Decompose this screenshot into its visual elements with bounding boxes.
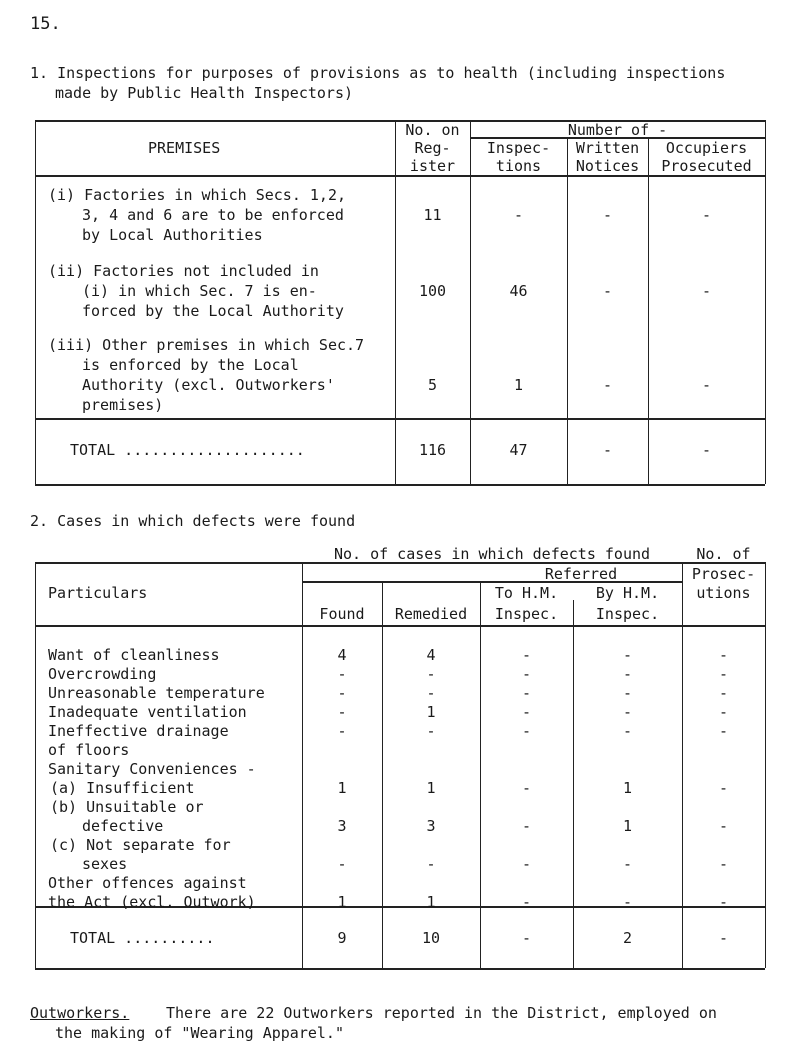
found-cell: - — [337, 722, 347, 740]
by-hm-cell: - — [622, 646, 633, 664]
by-hm-cell: - — [622, 855, 633, 873]
register-cell: 5 — [427, 376, 438, 394]
remedied-cell: 3 — [426, 817, 436, 835]
inspections-cell: 46 — [509, 282, 528, 300]
row-label-cont: sexes — [82, 855, 128, 873]
total-prosecutions: - — [718, 929, 729, 947]
found-cell: - — [337, 665, 347, 683]
by-hm-inspec-header-line2: Inspec. — [595, 605, 660, 623]
remedied-cell: - — [426, 855, 436, 873]
notices-cell: - — [602, 376, 613, 394]
row-label: premises) — [82, 396, 164, 414]
outworkers-text: There are 22 Outworkers reported in the District, employed on — [166, 1004, 717, 1022]
occupiers-prosecuted-header-line2: Prosecuted — [661, 157, 752, 175]
by-hm-cell: - — [622, 703, 633, 721]
by-hm-cell: - — [622, 893, 633, 911]
notices-cell: - — [602, 206, 613, 224]
row-label: Inadequate ventilation — [48, 703, 247, 721]
register-cell: 100 — [418, 282, 447, 300]
to-hm-cell: - — [521, 722, 532, 740]
found-cell: 1 — [337, 893, 347, 911]
row-label: Other offences against — [48, 874, 247, 892]
inspections-header-line2: tions — [495, 157, 542, 175]
to-hm-cell: - — [521, 665, 532, 683]
remedied-header: Remedied — [394, 605, 468, 623]
prosecuted-cell: - — [701, 282, 712, 300]
remedied-cell: - — [426, 684, 436, 702]
to-hm-cell: - — [521, 855, 532, 873]
total-found: 9 — [337, 929, 347, 947]
inspections-cell: 1 — [513, 376, 524, 394]
no-on-register-header-line2: Reg- — [414, 139, 451, 157]
row-label: (b) Unsuitable or — [50, 798, 204, 816]
particulars-header: Particulars — [48, 584, 148, 602]
to-hm-cell: - — [521, 684, 532, 702]
row-label-cont: of floors — [48, 741, 130, 759]
outworkers-text-cont: the making of "Wearing Apparel." — [55, 1024, 344, 1042]
number-of-header: Number of - — [567, 121, 668, 139]
no-on-register-header: No. on — [405, 121, 460, 139]
register-cell: 11 — [423, 206, 442, 224]
prosecutions-header-line3: utions — [696, 584, 751, 602]
row-label-cont: defective — [82, 817, 164, 835]
row-label: forced by the Local Authority — [82, 302, 344, 320]
referred-header: Referred — [544, 565, 618, 583]
to-hm-inspec-header: To H.M. — [494, 584, 559, 602]
row-label: (iii) Other premises in which Sec.7 — [48, 336, 365, 354]
row-label: Unreasonable temperature — [48, 684, 265, 702]
outworkers-label: Outworkers. — [30, 1004, 130, 1022]
prosecutions-cell: - — [718, 817, 729, 835]
section2-heading: 2. Cases in which defects were found — [30, 512, 356, 530]
prosecutions-cell: - — [718, 893, 729, 911]
by-hm-cell: 1 — [622, 817, 633, 835]
row-label: 3, 4 and 6 are to be enforced — [82, 206, 344, 224]
remedied-cell: 1 — [426, 893, 436, 911]
total-label: TOTAL .......... — [70, 929, 215, 947]
written-notices-header-line2: Notices — [575, 157, 640, 175]
row-label: (ii) Factories not included in — [48, 262, 319, 280]
prosecutions-cell: - — [718, 703, 729, 721]
remedied-cell: 4 — [426, 646, 436, 664]
remedied-cell: - — [426, 722, 436, 740]
row-label: Sanitary Conveniences - — [48, 760, 256, 778]
found-cell: 3 — [337, 817, 347, 835]
found-cell: - — [337, 855, 347, 873]
row-label: Want of cleanliness — [48, 646, 220, 664]
found-header: Found — [319, 605, 365, 623]
prosecutions-cell: - — [718, 684, 729, 702]
total-remedied: 10 — [421, 929, 441, 947]
remedied-cell: 1 — [426, 779, 436, 797]
row-label: (i) in which Sec. 7 is en- — [82, 282, 317, 300]
total-to-hm: - — [521, 929, 532, 947]
to-hm-cell: - — [521, 893, 532, 911]
premises-header: PREMISES — [148, 139, 221, 157]
by-hm-cell: - — [622, 665, 633, 683]
row-label: (c) Not separate for — [50, 836, 231, 854]
by-hm-inspec-header: By H.M. — [595, 584, 660, 602]
to-hm-cell: - — [521, 703, 532, 721]
remedied-cell: 1 — [426, 703, 436, 721]
to-hm-cell: - — [521, 779, 532, 797]
inspections-cell: - — [513, 206, 524, 224]
total-inspections: 47 — [509, 441, 528, 459]
no-on-register-header-line3: ister — [409, 157, 456, 175]
prosecutions-cell: - — [718, 779, 729, 797]
total-label: TOTAL .................... — [70, 441, 305, 459]
no-of-cases-header: No. of cases in which defects found — [333, 545, 651, 563]
found-cell: 4 — [337, 646, 347, 664]
section1-heading: 1. Inspections for purposes of provisions as to health (including inspections — [30, 64, 726, 82]
row-label-cont: the Act (excl. Outwork) — [48, 893, 256, 911]
to-hm-cell: - — [521, 646, 532, 664]
prosecutions-header: No. of — [696, 545, 751, 563]
row-label: Overcrowding — [48, 665, 157, 683]
prosecuted-cell: - — [701, 376, 712, 394]
prosecutions-cell: - — [718, 722, 729, 740]
page-number: 15. — [30, 14, 61, 34]
prosecutions-cell: - — [718, 665, 729, 683]
found-cell: - — [337, 684, 347, 702]
row-label: is enforced by the Local — [82, 356, 299, 374]
prosecutions-cell: - — [718, 855, 729, 873]
written-notices-header: Written — [575, 139, 640, 157]
row-label: (i) Factories in which Secs. 1,2, — [48, 186, 347, 204]
remedied-cell: - — [426, 665, 436, 683]
total-notices: - — [602, 441, 613, 459]
found-cell: 1 — [337, 779, 347, 797]
by-hm-cell: - — [622, 722, 633, 740]
prosecuted-cell: - — [701, 206, 712, 224]
notices-cell: - — [602, 282, 613, 300]
row-label: by Local Authorities — [82, 226, 263, 244]
prosecutions-cell: - — [718, 646, 729, 664]
inspections-header: Inspec- — [486, 139, 551, 157]
row-label: Authority (excl. Outworkers' — [82, 376, 335, 394]
total-by-hm: 2 — [622, 929, 633, 947]
to-hm-inspec-header-line2: Inspec. — [494, 605, 559, 623]
found-cell: - — [337, 703, 347, 721]
by-hm-cell: - — [622, 684, 633, 702]
section1-heading-cont: made by Public Health Inspectors) — [55, 84, 354, 102]
by-hm-cell: 1 — [622, 779, 633, 797]
total-register: 116 — [418, 441, 447, 459]
prosecutions-header-line2: Prosec- — [691, 565, 756, 583]
total-prosecuted: - — [701, 441, 712, 459]
to-hm-cell: - — [521, 817, 532, 835]
row-label: Ineffective drainage — [48, 722, 229, 740]
row-label: (a) Insufficient — [50, 779, 195, 797]
occupiers-prosecuted-header: Occupiers — [665, 139, 748, 157]
